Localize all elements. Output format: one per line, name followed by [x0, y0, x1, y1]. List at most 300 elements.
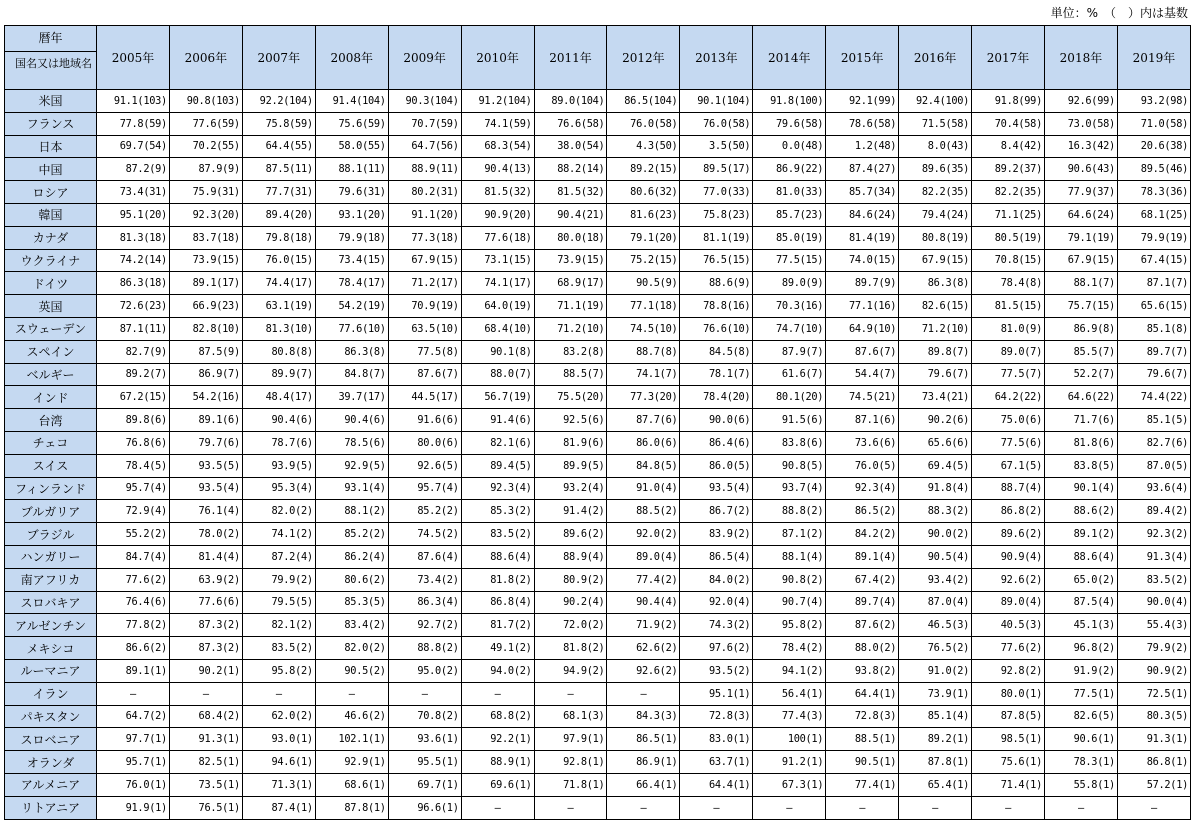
value-cell: 67.4(15): [1117, 249, 1190, 272]
value-cell: 74.1(7): [607, 363, 680, 386]
value-cell: 89.2(7): [97, 363, 170, 386]
value-cell: 86.3(8): [315, 340, 388, 363]
value-cell: 64.4(1): [680, 773, 753, 796]
value-cell: 75.7(15): [1044, 295, 1117, 318]
value-cell: 88.5(7): [534, 363, 607, 386]
value-cell: 82.2(35): [972, 181, 1045, 204]
country-name: 中国: [5, 158, 97, 181]
value-cell: 89.7(7): [1117, 340, 1190, 363]
value-cell: 85.5(7): [1044, 340, 1117, 363]
value-cell: 74.0(15): [826, 249, 899, 272]
value-cell: 93.2(4): [534, 477, 607, 500]
value-cell: 81.6(23): [607, 203, 680, 226]
value-cell: 72.8(3): [680, 705, 753, 728]
value-cell: 44.5(17): [388, 386, 461, 409]
value-cell: —: [461, 682, 534, 705]
value-cell: 77.4(1): [826, 773, 899, 796]
value-cell: —: [461, 796, 534, 819]
value-cell: 70.3(16): [753, 295, 826, 318]
year-header: 2010年: [461, 26, 534, 90]
value-cell: —: [388, 682, 461, 705]
value-cell: 87.8(1): [899, 751, 972, 774]
value-cell: 87.3(2): [169, 614, 242, 637]
value-cell: 86.5(1): [607, 728, 680, 751]
value-cell: 69.7(54): [97, 135, 170, 158]
value-cell: 77.5(8): [388, 340, 461, 363]
value-cell: 90.5(1): [826, 751, 899, 774]
value-cell: 95.8(2): [753, 614, 826, 637]
value-cell: 84.5(8): [680, 340, 753, 363]
value-cell: 74.1(2): [242, 523, 315, 546]
value-cell: 79.6(31): [315, 181, 388, 204]
data-table: [4, 25, 1191, 820]
value-cell: 79.9(2): [1117, 637, 1190, 660]
value-cell: 77.6(18): [461, 226, 534, 249]
value-cell: 94.0(2): [461, 659, 534, 682]
value-cell: 89.0(4): [607, 545, 680, 568]
value-cell: 80.6(2): [315, 568, 388, 591]
year-header: 2007年: [242, 26, 315, 90]
value-cell: 87.4(1): [242, 796, 315, 819]
value-cell: 54.4(7): [826, 363, 899, 386]
value-cell: 76.8(6): [97, 431, 170, 454]
value-cell: 91.4(2): [534, 500, 607, 523]
country-name: フィンランド: [5, 477, 97, 500]
value-cell: 88.1(7): [1044, 272, 1117, 295]
value-cell: 87.0(4): [899, 591, 972, 614]
value-cell: —: [242, 682, 315, 705]
value-cell: 76.4(6): [97, 591, 170, 614]
value-cell: 68.1(25): [1117, 203, 1190, 226]
value-cell: 91.2(1): [753, 751, 826, 774]
value-cell: 0.0(48): [753, 135, 826, 158]
value-cell: 89.5(46): [1117, 158, 1190, 181]
value-cell: 70.9(19): [388, 295, 461, 318]
value-cell: —: [826, 796, 899, 819]
value-cell: 76.0(58): [607, 112, 680, 135]
value-cell: 71.2(10): [899, 317, 972, 340]
value-cell: 93.0(1): [242, 728, 315, 751]
value-cell: 89.0(4): [972, 591, 1045, 614]
value-cell: 91.0(2): [899, 659, 972, 682]
value-cell: 86.9(1): [607, 751, 680, 774]
value-cell: 86.0(6): [607, 431, 680, 454]
value-cell: 71.2(17): [388, 272, 461, 295]
country-name: アルメニア: [5, 773, 97, 796]
country-name: 米国: [5, 90, 97, 113]
value-cell: 64.7(56): [388, 135, 461, 158]
value-cell: 80.6(32): [607, 181, 680, 204]
table-row: [5, 637, 1191, 660]
value-cell: 75.6(59): [315, 112, 388, 135]
value-cell: 88.5(1): [826, 728, 899, 751]
country-name: チェコ: [5, 431, 97, 454]
value-cell: 64.6(24): [1044, 203, 1117, 226]
value-cell: 39.7(17): [315, 386, 388, 409]
value-cell: 90.4(13): [461, 158, 534, 181]
value-cell: 78.3(36): [1117, 181, 1190, 204]
value-cell: 95.3(4): [242, 477, 315, 500]
value-cell: 92.8(1): [534, 751, 607, 774]
value-cell: 91.1(103): [97, 90, 170, 113]
value-cell: 89.0(7): [972, 340, 1045, 363]
value-cell: 92.2(104): [242, 90, 315, 113]
value-cell: 93.5(4): [169, 477, 242, 500]
value-cell: 92.3(20): [169, 203, 242, 226]
value-cell: 93.4(2): [899, 568, 972, 591]
value-cell: 95.0(2): [388, 659, 461, 682]
value-cell: 71.7(6): [1044, 409, 1117, 432]
value-cell: 76.0(15): [242, 249, 315, 272]
value-cell: 74.5(21): [826, 386, 899, 409]
value-cell: 88.2(14): [534, 158, 607, 181]
value-cell: 87.4(27): [826, 158, 899, 181]
value-cell: 83.8(5): [1044, 454, 1117, 477]
corner-year-label: 暦年: [5, 26, 96, 52]
value-cell: 91.4(6): [461, 409, 534, 432]
value-cell: 77.6(2): [97, 568, 170, 591]
value-cell: 87.8(1): [315, 796, 388, 819]
value-cell: 69.7(1): [388, 773, 461, 796]
value-cell: 74.3(2): [680, 614, 753, 637]
value-cell: 75.0(6): [972, 409, 1045, 432]
country-name: 韓国: [5, 203, 97, 226]
table-row: [5, 409, 1191, 432]
country-name: 台湾: [5, 409, 97, 432]
country-name: ウクライナ: [5, 249, 97, 272]
value-cell: 88.0(2): [826, 637, 899, 660]
value-cell: 85.2(2): [388, 500, 461, 523]
value-cell: 82.8(10): [169, 317, 242, 340]
table-row: [5, 796, 1191, 819]
value-cell: 96.6(1): [388, 796, 461, 819]
value-cell: 66.4(1): [607, 773, 680, 796]
value-cell: 68.6(1): [315, 773, 388, 796]
value-cell: 52.2(7): [1044, 363, 1117, 386]
value-cell: 92.9(5): [315, 454, 388, 477]
value-cell: 84.6(24): [826, 203, 899, 226]
year-header: 2005年: [97, 26, 170, 90]
value-cell: 80.0(18): [534, 226, 607, 249]
value-cell: 90.2(6): [899, 409, 972, 432]
value-cell: 86.5(2): [826, 500, 899, 523]
value-cell: 88.6(2): [1044, 500, 1117, 523]
value-cell: 16.3(42): [1044, 135, 1117, 158]
table-row: [5, 317, 1191, 340]
value-cell: 79.8(18): [242, 226, 315, 249]
value-cell: 78.6(58): [826, 112, 899, 135]
value-cell: 90.4(4): [607, 591, 680, 614]
table-row: [5, 295, 1191, 318]
country-name: スペイン: [5, 340, 97, 363]
value-cell: 94.1(2): [753, 659, 826, 682]
value-cell: 91.8(4): [899, 477, 972, 500]
value-cell: 77.6(10): [315, 317, 388, 340]
value-cell: 90.5(9): [607, 272, 680, 295]
value-cell: 78.4(2): [753, 637, 826, 660]
value-cell: 71.4(1): [972, 773, 1045, 796]
value-cell: 73.9(15): [534, 249, 607, 272]
value-cell: 89.8(6): [97, 409, 170, 432]
value-cell: 87.6(2): [826, 614, 899, 637]
value-cell: 83.5(2): [242, 637, 315, 660]
value-cell: 86.0(5): [680, 454, 753, 477]
table-row: [5, 226, 1191, 249]
value-cell: 91.3(1): [169, 728, 242, 751]
country-name: ブルガリア: [5, 500, 97, 523]
value-cell: 79.9(19): [1117, 226, 1190, 249]
value-cell: 94.6(1): [242, 751, 315, 774]
value-cell: 87.7(6): [607, 409, 680, 432]
value-cell: 81.5(15): [972, 295, 1045, 318]
value-cell: 1.2(48): [826, 135, 899, 158]
value-cell: 95.7(4): [97, 477, 170, 500]
value-cell: 81.3(10): [242, 317, 315, 340]
value-cell: 80.1(20): [753, 386, 826, 409]
value-cell: 69.6(1): [461, 773, 534, 796]
country-name: スイス: [5, 454, 97, 477]
value-cell: 90.6(43): [1044, 158, 1117, 181]
value-cell: 78.4(8): [972, 272, 1045, 295]
value-cell: 95.1(20): [97, 203, 170, 226]
value-cell: 97.6(2): [680, 637, 753, 660]
value-cell: 86.5(4): [680, 545, 753, 568]
table-row: [5, 90, 1191, 113]
value-cell: 91.9(2): [1044, 659, 1117, 682]
value-cell: —: [534, 796, 607, 819]
value-cell: 89.1(2): [1044, 523, 1117, 546]
country-name: スウェーデン: [5, 317, 97, 340]
value-cell: 92.3(2): [1117, 523, 1190, 546]
value-cell: 88.9(11): [388, 158, 461, 181]
value-cell: —: [753, 796, 826, 819]
value-cell: —: [97, 682, 170, 705]
value-cell: 65.6(15): [1117, 295, 1190, 318]
value-cell: 86.6(2): [97, 637, 170, 660]
value-cell: 67.9(15): [899, 249, 972, 272]
value-cell: 87.2(4): [242, 545, 315, 568]
value-cell: 92.5(6): [534, 409, 607, 432]
value-cell: 62.0(2): [242, 705, 315, 728]
value-cell: 81.9(6): [534, 431, 607, 454]
value-cell: 83.2(8): [534, 340, 607, 363]
value-cell: 95.5(1): [388, 751, 461, 774]
value-cell: 88.6(4): [461, 545, 534, 568]
value-cell: 73.6(6): [826, 431, 899, 454]
value-cell: 89.7(4): [826, 591, 899, 614]
value-cell: 83.9(2): [680, 523, 753, 546]
value-cell: 85.7(34): [826, 181, 899, 204]
value-cell: 73.9(1): [899, 682, 972, 705]
table-body: [5, 90, 1191, 820]
value-cell: 80.0(6): [388, 431, 461, 454]
value-cell: 71.0(58): [1117, 112, 1190, 135]
value-cell: 88.9(1): [461, 751, 534, 774]
country-name: ブラジル: [5, 523, 97, 546]
value-cell: 84.8(7): [315, 363, 388, 386]
value-cell: 75.2(15): [607, 249, 680, 272]
table-row: [5, 203, 1191, 226]
value-cell: 79.9(2): [242, 568, 315, 591]
year-header: 2014年: [753, 26, 826, 90]
year-header: 2011年: [534, 26, 607, 90]
value-cell: 87.3(2): [169, 637, 242, 660]
value-cell: 72.8(3): [826, 705, 899, 728]
value-cell: 69.4(5): [899, 454, 972, 477]
value-cell: 85.3(5): [315, 591, 388, 614]
value-cell: 73.4(2): [388, 568, 461, 591]
value-cell: 79.1(20): [607, 226, 680, 249]
value-cell: 76.1(4): [169, 500, 242, 523]
value-cell: 86.5(104): [607, 90, 680, 113]
value-cell: 87.1(11): [97, 317, 170, 340]
value-cell: 78.3(1): [1044, 751, 1117, 774]
value-cell: 64.6(22): [1044, 386, 1117, 409]
value-cell: —: [899, 796, 972, 819]
value-cell: 76.6(10): [680, 317, 753, 340]
value-cell: 84.2(2): [826, 523, 899, 546]
value-cell: 55.2(2): [97, 523, 170, 546]
value-cell: 90.1(8): [461, 340, 534, 363]
value-cell: 87.1(2): [753, 523, 826, 546]
value-cell: 91.0(4): [607, 477, 680, 500]
value-cell: 90.9(4): [972, 545, 1045, 568]
value-cell: —: [607, 796, 680, 819]
value-cell: 81.7(2): [461, 614, 534, 637]
value-cell: 83.0(1): [680, 728, 753, 751]
value-cell: 77.8(2): [97, 614, 170, 637]
table-row: [5, 728, 1191, 751]
country-name: リトアニア: [5, 796, 97, 819]
value-cell: 89.6(2): [534, 523, 607, 546]
value-cell: 83.4(2): [315, 614, 388, 637]
value-cell: 75.6(1): [972, 751, 1045, 774]
value-cell: 90.4(6): [315, 409, 388, 432]
value-cell: 87.6(4): [388, 545, 461, 568]
value-cell: 84.0(2): [680, 568, 753, 591]
value-cell: 77.9(37): [1044, 181, 1117, 204]
year-header: 2015年: [826, 26, 899, 90]
value-cell: 56.4(1): [753, 682, 826, 705]
value-cell: 89.4(20): [242, 203, 315, 226]
value-cell: 81.0(9): [972, 317, 1045, 340]
table-row: [5, 545, 1191, 568]
value-cell: 77.7(31): [242, 181, 315, 204]
value-cell: 76.0(5): [826, 454, 899, 477]
value-cell: 74.1(17): [461, 272, 534, 295]
value-cell: 87.6(7): [826, 340, 899, 363]
value-cell: 82.0(2): [315, 637, 388, 660]
country-name: ルーマニア: [5, 659, 97, 682]
value-cell: 87.5(9): [169, 340, 242, 363]
year-header: 2008年: [315, 26, 388, 90]
value-cell: 86.2(4): [315, 545, 388, 568]
country-name: ドイツ: [5, 272, 97, 295]
value-cell: 89.2(1): [899, 728, 972, 751]
table-row: [5, 773, 1191, 796]
country-name: 日本: [5, 135, 97, 158]
value-cell: 86.4(6): [680, 431, 753, 454]
value-cell: 20.6(38): [1117, 135, 1190, 158]
year-header: 2019年: [1117, 26, 1190, 90]
value-cell: 90.4(21): [534, 203, 607, 226]
value-cell: 90.1(4): [1044, 477, 1117, 500]
value-cell: 64.4(55): [242, 135, 315, 158]
value-cell: —: [1044, 796, 1117, 819]
value-cell: 92.9(1): [315, 751, 388, 774]
value-cell: 74.1(59): [461, 112, 534, 135]
value-cell: 77.3(20): [607, 386, 680, 409]
value-cell: 88.8(2): [753, 500, 826, 523]
value-cell: 79.1(19): [1044, 226, 1117, 249]
value-cell: 77.5(15): [753, 249, 826, 272]
value-cell: 58.0(55): [315, 135, 388, 158]
value-cell: 76.5(2): [899, 637, 972, 660]
value-cell: 81.5(32): [461, 181, 534, 204]
value-cell: 91.8(100): [753, 90, 826, 113]
value-cell: 90.1(104): [680, 90, 753, 113]
value-cell: 70.8(15): [972, 249, 1045, 272]
value-cell: 88.7(8): [607, 340, 680, 363]
value-cell: 88.0(7): [461, 363, 534, 386]
value-cell: 71.1(25): [972, 203, 1045, 226]
value-cell: 74.4(17): [242, 272, 315, 295]
value-cell: 89.4(2): [1117, 500, 1190, 523]
table-row: [5, 181, 1191, 204]
country-name: ロシア: [5, 181, 97, 204]
value-cell: 97.7(1): [97, 728, 170, 751]
value-cell: 73.0(58): [1044, 112, 1117, 135]
value-cell: 68.9(17): [534, 272, 607, 295]
value-cell: 82.0(2): [242, 500, 315, 523]
value-cell: 90.9(20): [461, 203, 534, 226]
table-row: [5, 523, 1191, 546]
country-name: 南アフリカ: [5, 568, 97, 591]
value-cell: 87.8(5): [972, 705, 1045, 728]
value-cell: 86.9(8): [1044, 317, 1117, 340]
value-cell: 89.2(15): [607, 158, 680, 181]
value-cell: 89.0(9): [753, 272, 826, 295]
value-cell: 66.9(23): [169, 295, 242, 318]
value-cell: 88.3(2): [899, 500, 972, 523]
value-cell: 93.1(4): [315, 477, 388, 500]
value-cell: 86.9(7): [169, 363, 242, 386]
value-cell: 89.1(1): [97, 659, 170, 682]
value-cell: 64.2(22): [972, 386, 1045, 409]
country-name: パキスタン: [5, 705, 97, 728]
value-cell: 74.5(2): [388, 523, 461, 546]
value-cell: 90.9(2): [1117, 659, 1190, 682]
value-cell: 100(1): [753, 728, 826, 751]
value-cell: 79.9(18): [315, 226, 388, 249]
value-cell: 71.3(1): [242, 773, 315, 796]
value-cell: 93.6(4): [1117, 477, 1190, 500]
value-cell: 72.5(1): [1117, 682, 1190, 705]
corner-country-label: 国名又は地域名: [15, 57, 92, 70]
value-cell: 86.7(2): [680, 500, 753, 523]
value-cell: 79.6(7): [1117, 363, 1190, 386]
table-row: [5, 431, 1191, 454]
value-cell: 71.9(2): [607, 614, 680, 637]
value-cell: —: [169, 682, 242, 705]
value-cell: 65.4(1): [899, 773, 972, 796]
value-cell: 92.0(4): [680, 591, 753, 614]
value-cell: 81.1(19): [680, 226, 753, 249]
value-cell: 71.2(10): [534, 317, 607, 340]
value-cell: 90.4(6): [242, 409, 315, 432]
value-cell: 77.6(6): [169, 591, 242, 614]
value-cell: 87.0(5): [1117, 454, 1190, 477]
